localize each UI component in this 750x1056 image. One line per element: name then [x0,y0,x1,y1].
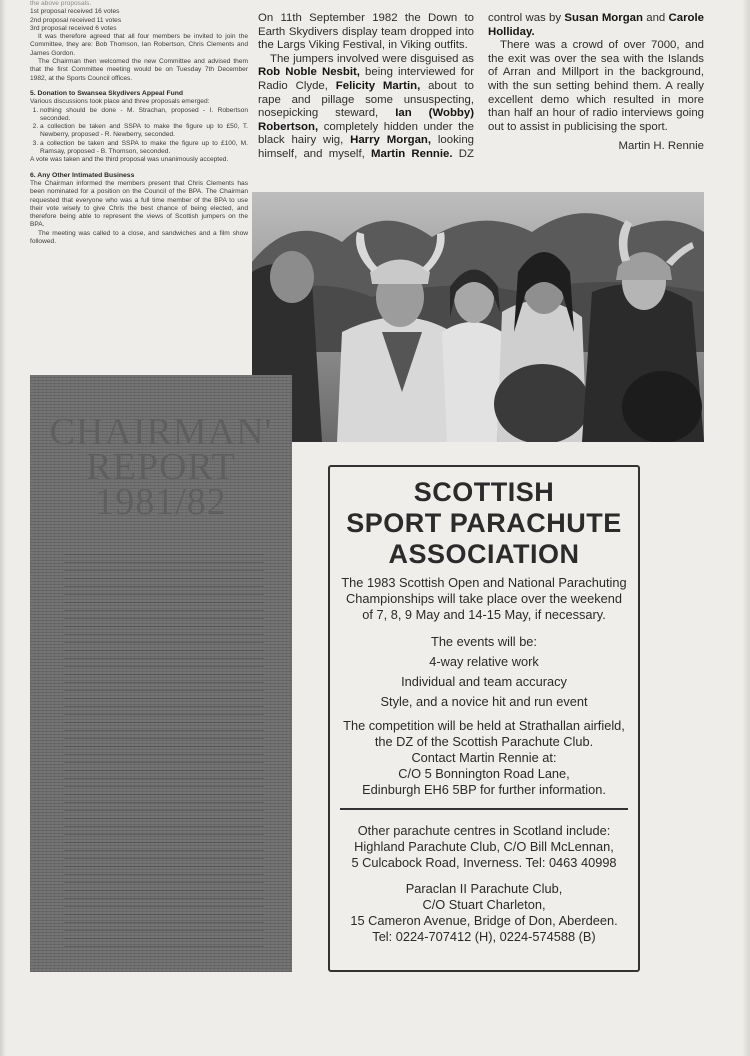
jumper-name: Rob Noble Nesbit, [258,66,360,79]
list-item: 3. a collection be taken and SSPA to make the figure up to £100, M. Ramsay, proposed - B. Thomson, seconded. [40,140,248,157]
ad-line: of 7, 8, 9 May and 14-15 May, if necessary. [362,607,606,622]
ad-divider [340,808,628,810]
ad-line: C/O Stuart Charleton, [422,897,546,912]
minutes-paragraph: The Chairman informed the members present that Chris Clements has been nominated for a position on the Council of the BPA. The Chairman requested that everyone who was a full time member of the BPA to use their vote wisely to give Chris the best chance of being elected, and therefore being able to represent the views of Scottish jumpers on the BPA. [30,179,248,229]
ad-venue [330,718,638,798]
dz-control-name: Carole Holliday. [488,12,704,38]
report-title-line: 1981/82 [95,481,227,523]
ad-line: 15 Cameron Avenue, Bridge of Don, Aberdeen. [350,913,618,928]
jumper-name: Felicity Martin, [335,79,421,92]
list-item: 2. a collection be taken and SSPA to make the figure up to £50, T. Newberry, proposed - R. Newberry, seconded. [40,123,248,140]
ad-line: 5 Culcabock Road, Inverness. Tel: 0463 40998 [351,855,617,870]
minutes-vote-line: 2nd proposal received 11 votes [30,16,122,24]
ad-line: Paraclan II Parachute Club, [405,881,563,896]
jumper-name: Harry Morgan, [350,134,432,147]
report-illegible-text [64,547,264,947]
viking-jumpers-photo [252,192,704,442]
article-text: completely hidden under the black hairy wig, [258,120,474,147]
minutes-paragraph: A vote was taken and the third proposal was unanimously accepted. [30,156,229,164]
article-paragraph: On 11th September 1982 the Down to Earth Skydivers display team dropped into the Largs Viking Festival, in Viking outfits. [258,12,474,52]
chairmans-report-box [30,375,292,972]
ad-line: Other parachute centres in Scotland include: [357,823,611,838]
meeting-minutes-column [30,0,248,246]
minutes-section-heading: 6. Any Other Intimated Business [30,171,135,179]
ad-title-line: SCOTTISH [413,477,555,507]
minutes-top-line: the above proposals. [30,0,92,7]
list-item: 1. nothing should be done - M. Strachan, proposed - I. Robertson seconded. [40,107,248,124]
ad-title-line: SPORT PARACHUTE [346,508,622,538]
report-title [30,411,292,523]
article-text: DZ control was by [452,12,565,160]
viking-festival-article [258,12,704,182]
sspa-championships-notice [328,465,640,972]
ad-title-line: ASSOCIATION [388,539,580,569]
ad-line: Highland Parachute Club, C/O Bill McLennan, [354,839,614,854]
minutes-paragraph: Various discussions took place and three proposals emerged: [30,98,210,106]
ad-event: Individual and team accuracy [401,674,567,689]
article-text: being interviewed for Radio Clyde, [258,66,475,92]
proposal-list [30,107,248,157]
ad-line: C/O 5 Bonnington Road Lane, [398,766,570,781]
minutes-paragraph: The Chairman then welcomed the new Committee and advised them that the first Committee meeting would be on Tuesday 7th December 1982, at the Sports Council offices. [30,58,248,82]
ad-line: The events will be: [431,634,537,649]
minutes-section-heading: 5. Donation to Swansea Skydivers Appeal Fund [30,89,184,97]
ad-line: Championships will take place over the weekend [346,591,622,606]
photo-illustration [252,192,704,442]
dz-control-name: Susan Morgan [564,12,643,24]
minutes-paragraph: The meeting was called to a close, and sandwiches and a film show followed. [30,229,248,246]
ad-line: the DZ of the Scottish Parachute Club. [374,734,594,749]
ad-other-centres [330,823,638,871]
article-paragraph: There was a crowd of over 7000, and the exit was over the sea with the Islands of Arran and Millport in the background, with the sun setting behind them. A really excellent demo which resulted in more than half an hour of radio interviews going out to assist in publicising the sport. [488,39,704,133]
page-right-edge [742,0,750,1056]
minutes-paragraph: It was therefore agreed that all four members be invited to join the Committee, they are: Bob Thomson, Ian Robertson, Chris Clements and James Gordon. [30,33,248,57]
report-title-line: CHAIRMAN' [49,411,273,453]
ad-title [330,477,638,570]
jumper-name: Martin Rennie. [371,147,453,160]
article-text: The jumpers involved were disguised as [270,52,474,65]
ad-intro [330,575,638,623]
ad-event: 4-way relative work [429,654,539,669]
article-text: about to rape and pillage some unsuspecting, nosepicking steward, [258,79,474,120]
ad-line: Contact Martin Rennie at: [411,750,557,765]
ad-line: The competition will be held at Strathallan airfield, [343,718,625,733]
ad-line: The 1983 Scottish Open and National Parachuting [341,575,627,590]
article-text: and [642,12,669,24]
minutes-vote-line: 1st proposal received 16 votes [30,8,120,16]
jumper-name: Ian (Wobby) Robertson, [258,107,474,133]
article-text: looking himself, and myself, [258,134,475,160]
ad-line: Tel: 0224-707412 (H), 0224-574588 (B) [372,929,596,944]
report-title-line: REPORT [86,446,236,488]
ad-line: Edinburgh EH6 5BP for further information. [362,782,606,797]
ad-events [330,632,638,712]
page-left-edge [0,0,6,1056]
ad-paraclan [330,881,638,945]
minutes-vote-line: 3rd proposal received 6 votes [30,24,117,32]
ad-event: Style, and a novice hit and run event [380,694,588,709]
article-signature: Martin H. Rennie [618,140,704,153]
